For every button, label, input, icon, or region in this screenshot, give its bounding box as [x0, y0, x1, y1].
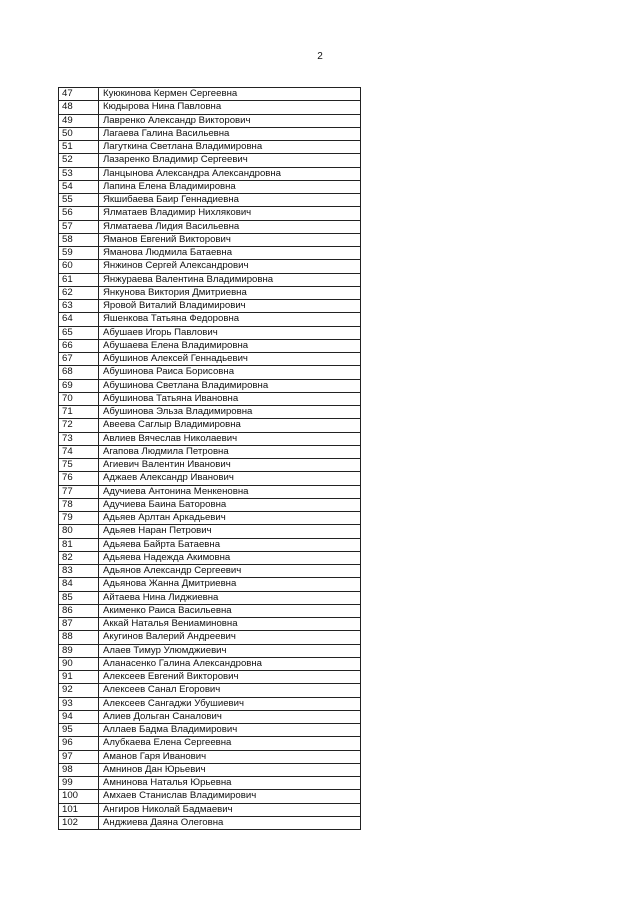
person-name: Адьяев Наран Петрович — [99, 525, 361, 538]
table-row — [59, 724, 361, 737]
table-row — [59, 154, 361, 167]
row-number: 82 — [59, 551, 99, 564]
person-name: Яровой Виталий Владимирович — [99, 300, 361, 313]
row-number: 54 — [59, 180, 99, 193]
row-number: 100 — [59, 790, 99, 803]
table-row — [59, 220, 361, 233]
table-row — [59, 353, 361, 366]
row-number: 62 — [59, 286, 99, 299]
table-row — [59, 538, 361, 551]
row-number: 59 — [59, 247, 99, 260]
table-row — [59, 326, 361, 339]
person-name: Лагуткина Светлана Владимировна — [99, 141, 361, 154]
table-row — [59, 247, 361, 260]
person-name: Якшибаева Баир Геннадиевна — [99, 194, 361, 207]
person-name: Амнинов Дан Юрьевич — [99, 763, 361, 776]
row-number: 61 — [59, 273, 99, 286]
person-name: Адьяева Надежда Акимовна — [99, 551, 361, 564]
person-name: Аккай Наталья Вениаминовна — [99, 618, 361, 631]
person-name: Алексеев Сангаджи Убушиевич — [99, 697, 361, 710]
table-row — [59, 525, 361, 538]
row-number: 90 — [59, 657, 99, 670]
table-row — [59, 710, 361, 723]
person-name: Янжинов Сергей Александрович — [99, 260, 361, 273]
table-row — [59, 406, 361, 419]
person-name: Адьянов Александр Сергеевич — [99, 565, 361, 578]
person-name: Аманов Гаря Иванович — [99, 750, 361, 763]
row-number: 48 — [59, 101, 99, 114]
person-name: Алубкаева Елена Сергеевна — [99, 737, 361, 750]
person-name: Ланцынова Александра Александровна — [99, 167, 361, 180]
table-row — [59, 644, 361, 657]
table-row — [59, 512, 361, 525]
person-name: Агиевич Валентин Иванович — [99, 459, 361, 472]
row-number: 70 — [59, 392, 99, 405]
table-row — [59, 286, 361, 299]
table-row — [59, 207, 361, 220]
row-number: 71 — [59, 406, 99, 419]
row-number: 49 — [59, 114, 99, 127]
person-name: Яманова Людмила Батаевна — [99, 247, 361, 260]
row-number: 67 — [59, 353, 99, 366]
table-row — [59, 260, 361, 273]
person-name: Янжураева Валентина Владимировна — [99, 273, 361, 286]
person-name: Лавренко Александр Викторович — [99, 114, 361, 127]
person-name: Акугинов Валерий Андреевич — [99, 631, 361, 644]
person-name: Алексеев Евгений Викторович — [99, 671, 361, 684]
row-number: 94 — [59, 710, 99, 723]
person-name: Адьяева Байрта Батаевна — [99, 538, 361, 551]
table-row — [59, 631, 361, 644]
person-name: Айтаева Нина Лиджиевна — [99, 591, 361, 604]
row-number: 92 — [59, 684, 99, 697]
person-name: Абушинова Светлана Владимировна — [99, 379, 361, 392]
table-row — [59, 180, 361, 193]
row-number: 88 — [59, 631, 99, 644]
table-row — [59, 790, 361, 803]
table-row — [59, 392, 361, 405]
person-name: Яшенкова Татьяна Федоровна — [99, 313, 361, 326]
row-number: 58 — [59, 233, 99, 246]
table-row — [59, 432, 361, 445]
person-name: Кюдырова Нина Павловна — [99, 101, 361, 114]
table-row — [59, 816, 361, 829]
row-number: 79 — [59, 512, 99, 525]
table-row — [59, 591, 361, 604]
table-row — [59, 233, 361, 246]
table-row — [59, 300, 361, 313]
row-number: 76 — [59, 472, 99, 485]
table-row — [59, 472, 361, 485]
table-row — [59, 657, 361, 670]
row-number: 85 — [59, 591, 99, 604]
page-number: 2 — [317, 51, 323, 62]
table-row — [59, 671, 361, 684]
person-name: Ялматаева Лидия Васильевна — [99, 220, 361, 233]
table-row — [59, 604, 361, 617]
row-number: 72 — [59, 419, 99, 432]
table-row — [59, 697, 361, 710]
row-number: 86 — [59, 604, 99, 617]
person-name: Абушинов Алексей Геннадьевич — [99, 353, 361, 366]
row-number: 75 — [59, 459, 99, 472]
table-row — [59, 445, 361, 458]
row-number: 57 — [59, 220, 99, 233]
person-name: Абушинова Эльза Владимировна — [99, 406, 361, 419]
row-number: 81 — [59, 538, 99, 551]
row-number: 91 — [59, 671, 99, 684]
person-name: Аллаев Бадма Владимирович — [99, 724, 361, 737]
row-number: 63 — [59, 300, 99, 313]
row-number: 64 — [59, 313, 99, 326]
person-name: Амнинова Наталья Юрьевна — [99, 777, 361, 790]
row-number: 83 — [59, 565, 99, 578]
row-number: 84 — [59, 578, 99, 591]
person-name: Лазаренко Владимир Сергеевич — [99, 154, 361, 167]
person-name: Алиев Дольган Саналович — [99, 710, 361, 723]
row-number: 51 — [59, 141, 99, 154]
person-name: Адучиева Антонина Менкеновна — [99, 485, 361, 498]
table-row — [59, 803, 361, 816]
table-row — [59, 498, 361, 511]
person-name: Анджиева Даяна Олеговна — [99, 816, 361, 829]
person-name: Адьянова Жанна Дмитриевна — [99, 578, 361, 591]
person-name: Адьяев Арлтан Аркадьевич — [99, 512, 361, 525]
table-row — [59, 551, 361, 564]
row-number: 87 — [59, 618, 99, 631]
person-name: Алаев Тимур Улюмджиевич — [99, 644, 361, 657]
table-row — [59, 618, 361, 631]
row-number: 52 — [59, 154, 99, 167]
person-name: Акименко Раиса Васильевна — [99, 604, 361, 617]
table-row — [59, 101, 361, 114]
table-row — [59, 339, 361, 352]
table-row — [59, 750, 361, 763]
row-number: 60 — [59, 260, 99, 273]
table-row — [59, 127, 361, 140]
row-number: 93 — [59, 697, 99, 710]
table-row — [59, 419, 361, 432]
table-row — [59, 379, 361, 392]
row-number: 53 — [59, 167, 99, 180]
person-name: Авеева Саглыр Владимировна — [99, 419, 361, 432]
person-name: Авлиев Вячеслав Николаевич — [99, 432, 361, 445]
row-number: 77 — [59, 485, 99, 498]
person-name: Абушинова Татьяна Ивановна — [99, 392, 361, 405]
row-number: 68 — [59, 366, 99, 379]
person-name: Лагаева Галина Васильевна — [99, 127, 361, 140]
table-row — [59, 459, 361, 472]
row-number: 73 — [59, 432, 99, 445]
row-number: 50 — [59, 127, 99, 140]
table-row — [59, 578, 361, 591]
person-name: Яманов Евгений Викторович — [99, 233, 361, 246]
table-row — [59, 313, 361, 326]
row-number: 96 — [59, 737, 99, 750]
table-row — [59, 763, 361, 776]
person-name: Ангиров Николай Бадмаевич — [99, 803, 361, 816]
person-name: Амхаев Станислав Владимирович — [99, 790, 361, 803]
table-row — [59, 194, 361, 207]
person-name: Куюкинова Кермен Сергеевна — [99, 88, 361, 101]
person-name: Агапова Людмила Петровна — [99, 445, 361, 458]
table-row — [59, 88, 361, 101]
person-name: Абушаева Елена Владимировна — [99, 339, 361, 352]
roster-table-body — [59, 88, 361, 830]
person-name: Лапина Елена Владимировна — [99, 180, 361, 193]
table-row — [59, 485, 361, 498]
row-number: 97 — [59, 750, 99, 763]
roster-table — [58, 87, 361, 830]
person-name: Адучиева Баина Баторовна — [99, 498, 361, 511]
person-name: Абушаев Игорь Павлович — [99, 326, 361, 339]
row-number: 101 — [59, 803, 99, 816]
person-name: Янкунова Виктория Дмитриевна — [99, 286, 361, 299]
row-number: 89 — [59, 644, 99, 657]
table-row — [59, 737, 361, 750]
row-number: 95 — [59, 724, 99, 737]
row-number: 80 — [59, 525, 99, 538]
row-number: 69 — [59, 379, 99, 392]
table-row — [59, 777, 361, 790]
person-name: Ялматаев Владимир Нихлякович — [99, 207, 361, 220]
row-number: 102 — [59, 816, 99, 829]
table-row — [59, 114, 361, 127]
row-number: 74 — [59, 445, 99, 458]
person-name: Алексеев Санал Егорович — [99, 684, 361, 697]
row-number: 56 — [59, 207, 99, 220]
row-number: 66 — [59, 339, 99, 352]
row-number: 47 — [59, 88, 99, 101]
table-row — [59, 273, 361, 286]
row-number: 65 — [59, 326, 99, 339]
row-number: 55 — [59, 194, 99, 207]
row-number: 78 — [59, 498, 99, 511]
table-row — [59, 565, 361, 578]
table-row — [59, 141, 361, 154]
table-row — [59, 167, 361, 180]
table-row — [59, 366, 361, 379]
row-number: 99 — [59, 777, 99, 790]
row-number: 98 — [59, 763, 99, 776]
person-name: Аджаев Александр Иванович — [99, 472, 361, 485]
person-name: Аланасенко Галина Александровна — [99, 657, 361, 670]
table-row — [59, 684, 361, 697]
person-name: Абушинова Раиса Борисовна — [99, 366, 361, 379]
